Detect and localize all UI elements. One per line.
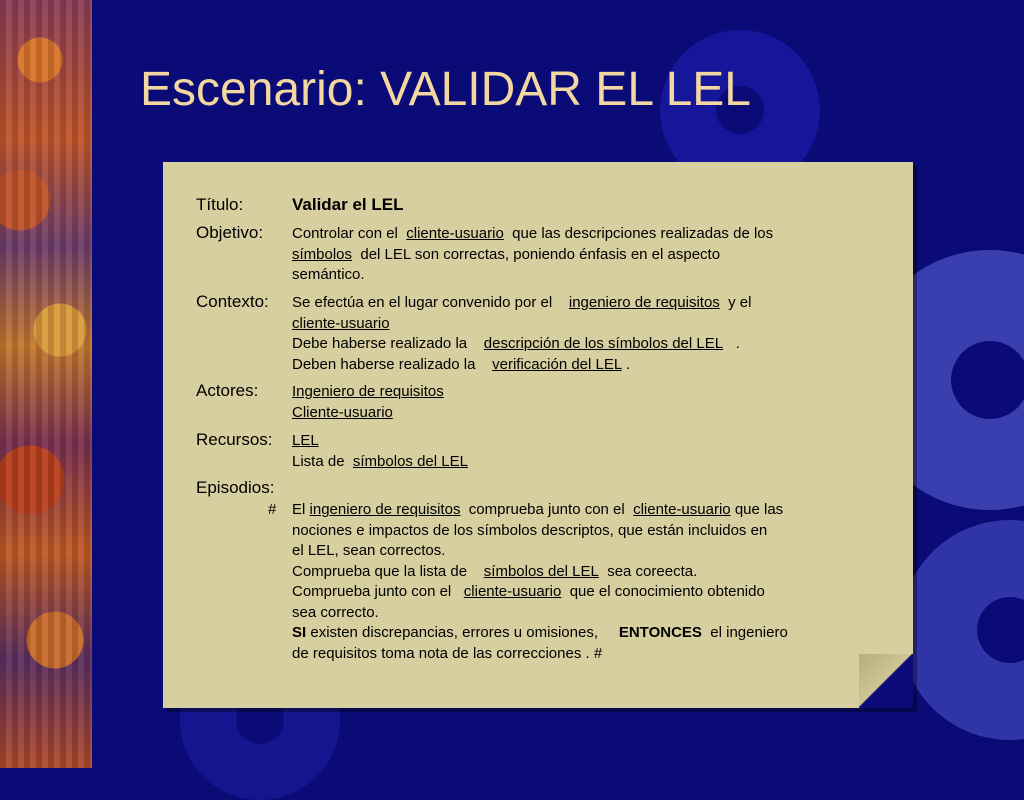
- titulo-value: Validar el LEL: [292, 195, 404, 214]
- episodio-hash: #: [268, 501, 277, 518]
- actor-1: [292, 383, 444, 400]
- si-keyword: SI: [292, 624, 307, 641]
- label-titulo: Título:: [196, 195, 244, 214]
- text: que las: [734, 501, 784, 518]
- text: el ingeniero: [710, 624, 788, 641]
- link-ingeniero-de-requisitos[interactable]: ingeniero de requisitos: [568, 294, 720, 311]
- label-contexto: Contexto:: [196, 292, 269, 311]
- episodio-line-2: nociones e impactos de los símbolos descriptos, que están incluidos en: [292, 522, 768, 539]
- text: del LEL son correctas, poniendo énfasis en el aspecto: [360, 246, 721, 263]
- slide-title: Escenario: VALIDAR EL LEL: [140, 63, 751, 116]
- label-recursos: Recursos:: [196, 430, 273, 449]
- text: y el: [728, 294, 752, 311]
- contexto-line-4: [292, 356, 630, 373]
- link-cliente-usuario[interactable]: cliente-usuario: [406, 225, 504, 242]
- contexto-line-1: [292, 294, 751, 311]
- episodio-line-5: [292, 583, 765, 600]
- episodio-line-8: de requisitos toma nota de las correcciones . #: [292, 645, 603, 662]
- text: Controlar con el: [292, 225, 398, 242]
- text: Lista de: [292, 453, 345, 470]
- objetivo-line-2: [292, 246, 720, 263]
- scenario-card: [163, 162, 913, 708]
- episodio-line-1: [292, 501, 783, 518]
- objetivo-line-1: [292, 225, 773, 242]
- link-cliente-usuario[interactable]: Cliente-usuario: [292, 404, 393, 421]
- link-simbolos-del-lel[interactable]: símbolos del LEL: [483, 563, 599, 580]
- text: que el conocimiento obtenido: [569, 583, 765, 600]
- text: que las descripciones realizadas de los: [512, 225, 774, 242]
- link-ingeniero-de-requisitos[interactable]: Ingeniero de requisitos: [292, 383, 444, 400]
- label-actores: Actores:: [196, 381, 259, 400]
- episodio-line-3: el LEL, sean correctos.: [292, 542, 446, 559]
- objetivo-line-3: semántico.: [292, 266, 365, 283]
- episodio-line-7: [292, 624, 788, 641]
- text: sea coreecta.: [607, 563, 698, 580]
- contexto-line-3: [292, 335, 740, 352]
- text: .: [735, 335, 740, 352]
- link-cliente-usuario[interactable]: cliente-usuario: [463, 583, 562, 600]
- recurso-2: [292, 453, 468, 470]
- decorative-left-strip: [0, 0, 92, 768]
- entonces-keyword: ENTONCES: [618, 624, 702, 641]
- text: .: [625, 356, 630, 373]
- link-ingeniero-de-requisitos[interactable]: ingeniero de requisitos: [309, 501, 461, 518]
- text: existen discrepancias, errores u omisiones,: [310, 624, 598, 641]
- text: comprueba junto con el: [468, 501, 625, 518]
- label-objetivo: Objetivo:: [196, 223, 264, 242]
- recurso-1: [292, 432, 319, 449]
- actor-2: [292, 404, 393, 421]
- contexto-line-2: [292, 315, 390, 332]
- link-cliente-usuario[interactable]: cliente-usuario: [633, 501, 731, 518]
- text: Se efectúa en el lugar convenido por el: [292, 294, 553, 311]
- text: Deben haberse realizado la: [292, 356, 476, 373]
- link-simbolos[interactable]: símbolos: [292, 246, 353, 263]
- text: Debe haberse realizado la: [292, 335, 468, 352]
- link-lel[interactable]: LEL: [292, 432, 319, 449]
- label-episodios: Episodios:: [196, 478, 275, 497]
- link-cliente-usuario[interactable]: cliente-usuario: [292, 315, 390, 332]
- page-curl: [859, 654, 913, 708]
- gear-icon: [900, 520, 1024, 740]
- text: Comprueba junto con el: [292, 583, 452, 600]
- link-descripcion-simbolos[interactable]: descripción de los símbolos del LEL: [483, 335, 724, 352]
- link-simbolos-del-lel[interactable]: símbolos del LEL: [352, 453, 468, 470]
- link-verificacion-lel[interactable]: verificación del LEL: [492, 356, 622, 373]
- episodio-line-6: sea correcto.: [292, 604, 379, 621]
- text: Comprueba que la lista de: [292, 563, 468, 580]
- text: El: [292, 501, 306, 518]
- episodio-line-4: [292, 563, 697, 580]
